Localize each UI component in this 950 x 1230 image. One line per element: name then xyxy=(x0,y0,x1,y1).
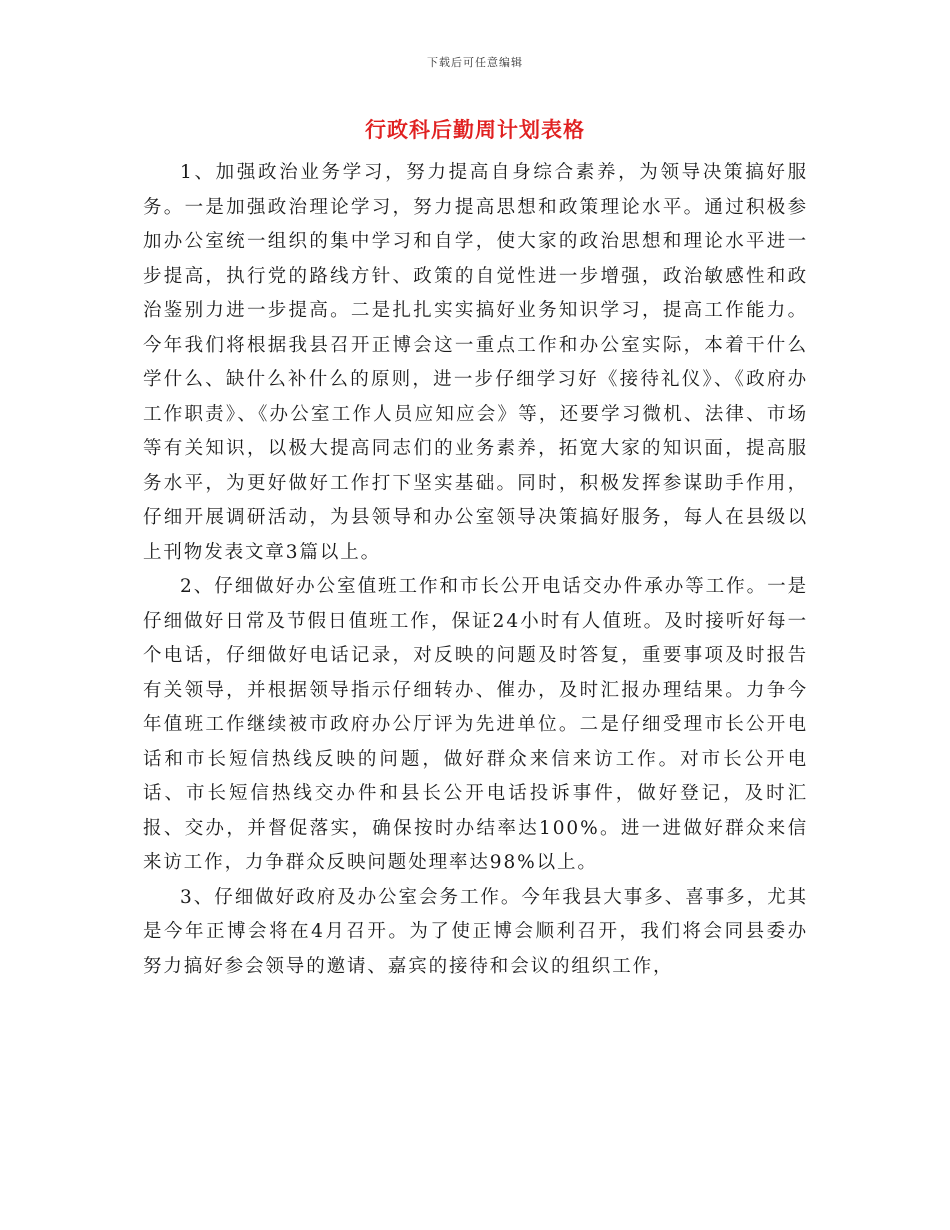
page-header-note: 下载后可任意编辑 xyxy=(427,56,523,69)
paragraph-3: 3、仔细做好政府及办公室会务工作。今年我县大事多、喜事多，尤其是今年正博会将在4月召开。为了使正博会顺利召开，我们将会同县委办努力搞好参会领导的邀请、嘉宾的接待和会议的组织工作， xyxy=(143,886,808,977)
document-body xyxy=(143,156,808,984)
paragraph-2: 2、仔细做好办公室值班工作和市长公开电话交办件承办等工作。一是仔细做好日常及节假日值班工作，保证24小时有人值班。及时接听好每一个电话，仔细做好电话记录，对反映的问题及时答复，重要事项及时报告有关领导，并根据领导指示仔细转办、催办，及时汇报办理结果。力争今年值班工作继续被市政府办公厅评为先进单位。二是仔细受理市长公开电话和市长短信热线反映的问题，做好群众来信来访工作。对市长公开电话、市长短信热线交办件和县长公开电话投诉事件，做好登记，及时汇报、交办，并督促落实，确保按时办结率达100%。进一进做好群众来信来访工作，力争群众反映问题处理率达98%以上。 xyxy=(143,576,808,873)
document-title: 行政科后勤周计划表格 xyxy=(365,117,585,142)
paragraph-1: 1、加强政治业务学习，努力提高自身综合素养，为领导决策搞好服务。一是加强政治理论学习，努力提高思想和政策理论水平。通过积极参加办公室统一组织的集中学习和自学，使大家的政治思想和理论水平进一步提高，执行党的路线方针、政策的自觉性进一步增强，政治敏感性和政治鉴别力进一步提高。二是扎扎实实搞好业务知识学习，提高工作能力。今年我们将根据我县召开正博会这一重点工作和办公室实际，本着干什么学什么、缺什么补什么的原则，进一步仔细学习好《接待礼仪》、《政府办工作职责》、《办公室工作人员应知应会》等，还要学习微机、法律、市场等有关知识，以极大提高同志们的业务素养，拓宽大家的知识面，提高服务水平，为更好做好工作打下坚实基础。同时，积极发挥参谋助手作用，仔细开展调研活动，为县领导和办公室领导决策搞好服务，每人在县级以上刊物发表文章3篇以上。 xyxy=(143,162,808,563)
